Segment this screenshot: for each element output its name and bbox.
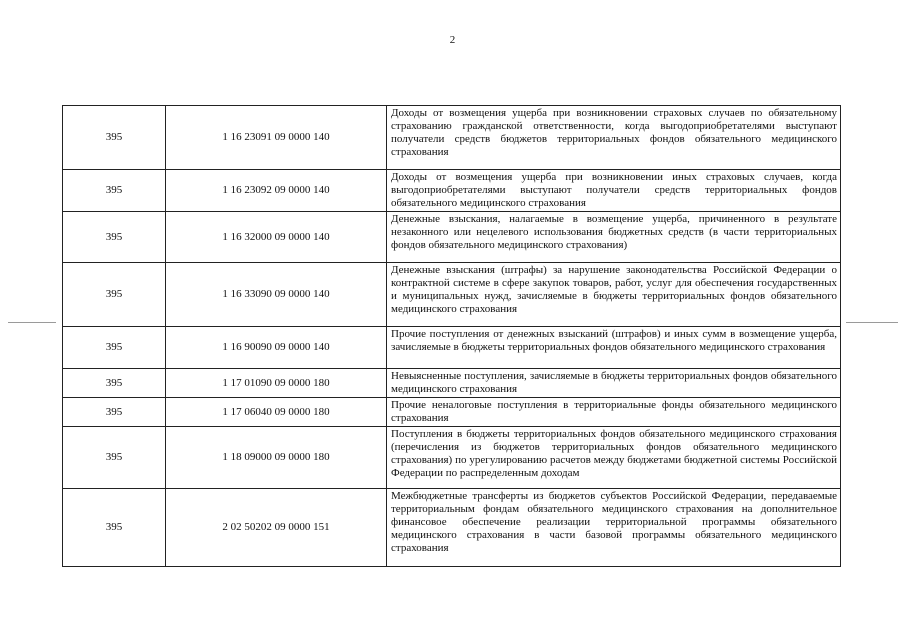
description-cell: Доходы от возмещения ущерба при возникновении страховых случаев по обязательному страхованию гражданской ответственности, когда выгодоприобретателями выступают получатели средств бюджетов территориальных фондов обязательного медицинского страхования: [387, 106, 841, 170]
table-body: [63, 106, 841, 567]
budget-code-cell: 1 16 90090 09 0000 140: [166, 327, 387, 369]
budget-classification-table: [62, 105, 841, 567]
budget-code-cell: 1 17 01090 09 0000 180: [166, 369, 387, 398]
admin-code-cell: 395: [63, 489, 166, 567]
budget-code-cell: 1 16 23092 09 0000 140: [166, 170, 387, 212]
table-row: [63, 263, 841, 327]
budget-code-cell: 2 02 50202 09 0000 151: [166, 489, 387, 567]
scan-artifact-line-right: [846, 322, 898, 323]
table-row: [63, 106, 841, 170]
admin-code-cell: 395: [63, 212, 166, 263]
admin-code-cell: 395: [63, 398, 166, 427]
page-number: 2: [449, 34, 456, 46]
table-row: [63, 369, 841, 398]
description-cell: Межбюджетные трансферты из бюджетов субъектов Российской Федерации, передаваемые территориальным фондам обязательного медицинского страхования на дополнительное финансовое обеспечение реализации территориальной программы обязательного медицинского страхования в части базовой программы обязательного медицинского страхования: [387, 489, 841, 567]
admin-code-cell: 395: [63, 327, 166, 369]
admin-code-cell: 395: [63, 170, 166, 212]
budget-code-cell: 1 16 23091 09 0000 140: [166, 106, 387, 170]
budget-code-cell: 1 16 33090 09 0000 140: [166, 263, 387, 327]
table-row: [63, 212, 841, 263]
table-row: [63, 489, 841, 567]
admin-code-cell: 395: [63, 106, 166, 170]
admin-code-cell: 395: [63, 263, 166, 327]
description-cell: Поступления в бюджеты территориальных фондов обязательного медицинского страхования (перечисления из бюджетов территориальных фондов обязательного медицинского страхования) по урегулированию расчетов между бюджетами бюджетной системы Российской Федерации по распределенным доходам: [387, 427, 841, 489]
description-cell: Доходы от возмещения ущерба при возникновении иных страховых случаев, когда выгодоприобретателями выступают получатели средств территориальных фондов обязательного медицинского страхования: [387, 170, 841, 212]
admin-code-cell: 395: [63, 369, 166, 398]
budget-code-cell: 1 17 06040 09 0000 180: [166, 398, 387, 427]
description-cell: Прочие поступления от денежных взысканий (штрафов) и иных сумм в возмещение ущерба, зачисляемые в бюджеты территориальных фондов обязательного медицинского страхования: [387, 327, 841, 369]
description-cell: Невыясненные поступления, зачисляемые в бюджеты территориальных фондов обязательного медицинского страхования: [387, 369, 841, 398]
table-row: [63, 427, 841, 489]
table-row: [63, 170, 841, 212]
description-cell: Прочие неналоговые поступления в территориальные фонды обязательного медицинского страхования: [387, 398, 841, 427]
budget-code-cell: 1 18 09000 09 0000 180: [166, 427, 387, 489]
admin-code-cell: 395: [63, 427, 166, 489]
table-row: [63, 398, 841, 427]
description-cell: Денежные взыскания, налагаемые в возмещение ущерба, причиненного в результате незаконного или нецелевого использования бюджетных средств (в части территориальных фондов обязательного медицинского страхования): [387, 212, 841, 263]
table-row: [63, 327, 841, 369]
scan-artifact-line-left: [8, 322, 56, 323]
budget-code-cell: 1 16 32000 09 0000 140: [166, 212, 387, 263]
description-cell: Денежные взыскания (штрафы) за нарушение законодательства Российской Федерации о контрактной системе в сфере закупок товаров, работ, услуг для обеспечения государственных и муниципальных нужд, зачисляемые в бюджеты территориальных фондов обязательного медицинского страхования: [387, 263, 841, 327]
